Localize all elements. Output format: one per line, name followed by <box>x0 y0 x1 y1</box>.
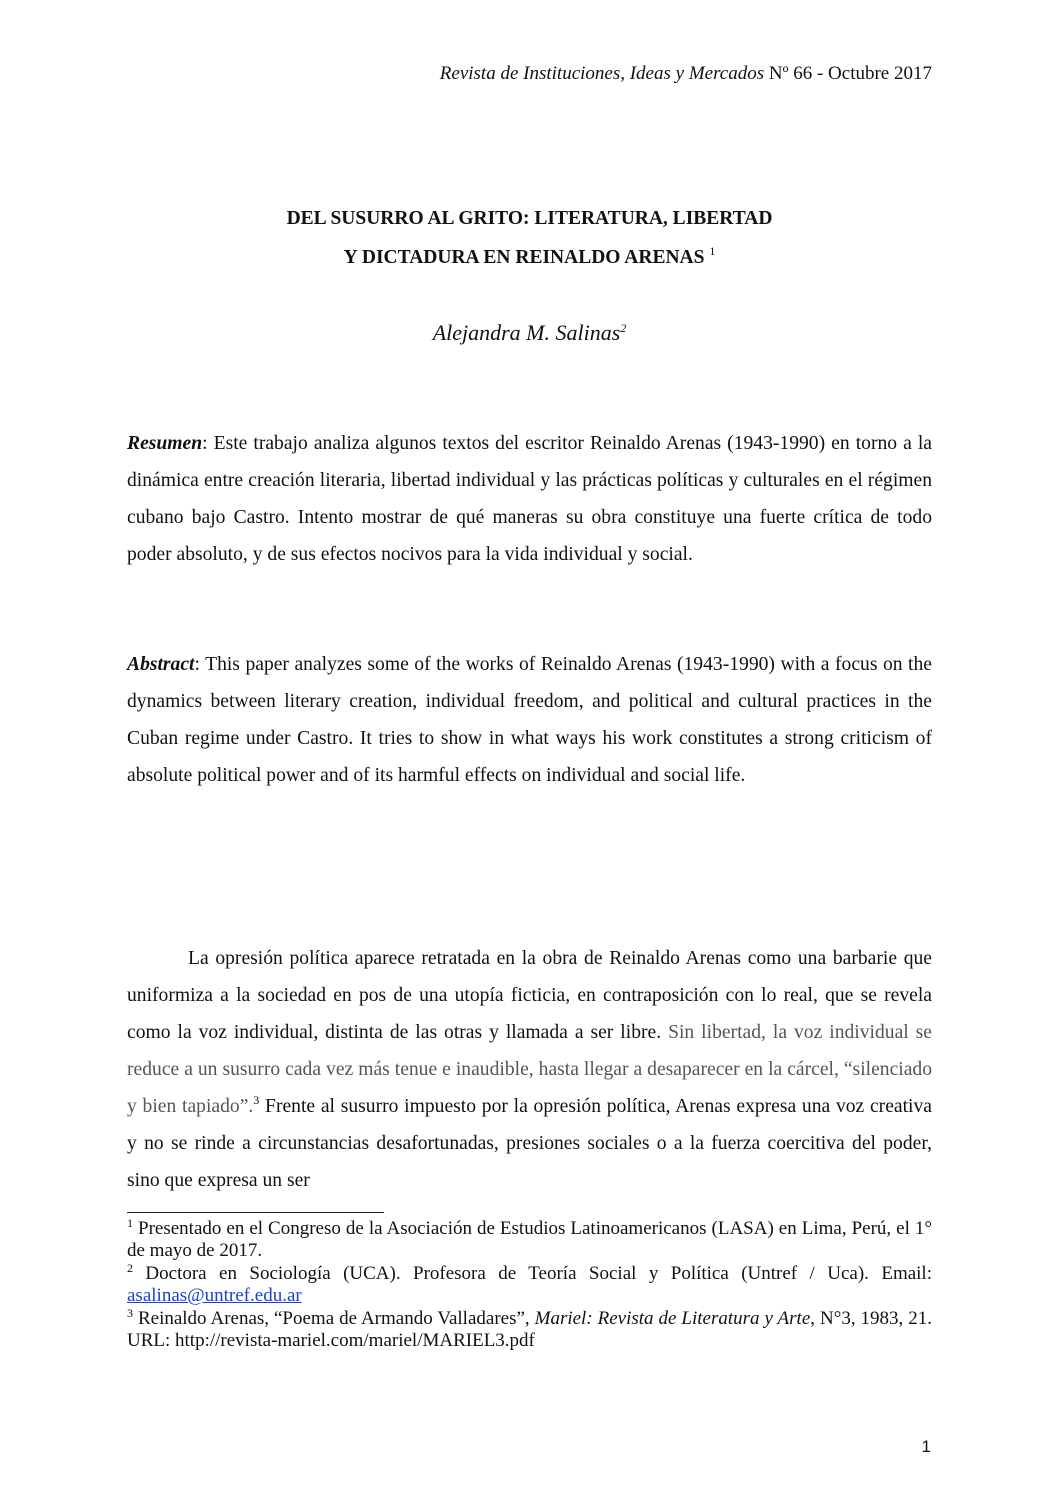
resumen-text: : Este trabajo analiza algunos textos del escritor Reinaldo Arenas (1943-1990) en torno a la dinámica entre creación literaria, libertad individual y las prácticas políticas y culturales en el régimen cubano bajo Castro. Intento mostrar de qué maneras su obra constituye una fuerte crítica de todo poder absoluto, y de sus efectos nocivos para la vida individual y social. <box>127 433 932 565</box>
abstract-text: : This paper analyzes some of the works of Reinaldo Arenas (1943-1990) with a focus on the dynamics between literary creation, individual freedom, and political and cultural practices in the Cuban regime under Castro. It tries to show in what ways his work constitutes a strong criticism of absolute political power and of its harmful effects on individual and social life. <box>127 654 932 786</box>
running-header <box>440 62 932 86</box>
article-title <box>127 204 932 282</box>
page-number: 1 <box>921 1437 931 1456</box>
abstract-label: Abstract <box>127 654 195 675</box>
title-line-1: DEL SUSURRO AL GRITO: LITERATURA, LIBERTAD <box>286 208 773 229</box>
footnote-3-source: Mariel: Revista de Literatura y Arte <box>534 1308 811 1329</box>
footnote-1 <box>127 1218 932 1262</box>
resumen-paragraph <box>127 425 932 573</box>
title-footnote-ref[interactable]: 1 <box>709 244 716 258</box>
body-footnote-ref[interactable]: 3 <box>253 1093 260 1107</box>
footnote-3-text-before: Reinaldo Arenas, “Poema de Armando Valladares”, <box>133 1308 535 1329</box>
email-link[interactable]: asalinas@untref.edu.ar <box>127 1285 302 1306</box>
title-line-2-text: Y DICTADURA EN REINALDO ARENAS <box>343 247 710 268</box>
author-footnote-ref[interactable]: 2 <box>620 321 627 335</box>
footnote-2-number: 2 <box>127 1261 133 1275</box>
journal-name: Revista de Instituciones, Ideas y Mercados <box>439 63 765 84</box>
body-text-part-3: Frente al susurro impuesto por la opresión política, Arenas expresa una voz creativa y no se rinde a circunstancias desafortunadas, presiones sociales o a la fuerza coercitiva del poder, sino que expresa un ser <box>127 1096 932 1191</box>
footnote-3-text-after: , N°3, 1983, 21. URL: http://revista-mariel.com/mariel/MARIEL3.pdf <box>127 1308 932 1351</box>
footnote-3 <box>127 1308 932 1352</box>
author-name <box>127 318 932 348</box>
body-text-part-1: La opresión política aparece retratada en la obra de Reinaldo Arenas como una barbarie que uniformiza a la sociedad en pos de una utopía ficticia, en contraposición con lo real, que se revela como la voz individual, distinta de las otras y llamada a ser libre. <box>127 948 932 1043</box>
author-name-text: Alejandra M. Salinas <box>432 320 621 345</box>
abstract-paragraph <box>127 646 932 794</box>
footnote-2 <box>127 1263 932 1307</box>
footnote-1-text: Presentado en el Congreso de la Asociación de Estudios Latinoamericanos (LASA) en Lima, Perú, el 1° de mayo de 2017. <box>127 1218 932 1261</box>
footnotes <box>127 1218 932 1353</box>
title-line-2 <box>127 243 932 282</box>
body-paragraph <box>127 940 932 1199</box>
footnote-2-text: Doctora en Sociología (UCA). Profesora de Teoría Social y Política (Untref / Uca). Email: <box>133 1263 932 1284</box>
body-text-part-2: Sin libertad, la voz individual se reduce a un susurro cada vez más tenue e inaudible, hasta llegar a desaparecer en la cárcel, “silenciado y bien tapiado”. <box>127 1022 932 1117</box>
issue-info: Nº 66 - Octubre 2017 <box>764 63 932 84</box>
footnote-3-number: 3 <box>127 1306 133 1320</box>
resumen-label: Resumen <box>127 433 203 454</box>
footnote-1-number: 1 <box>127 1216 133 1230</box>
footnote-separator <box>127 1212 384 1213</box>
